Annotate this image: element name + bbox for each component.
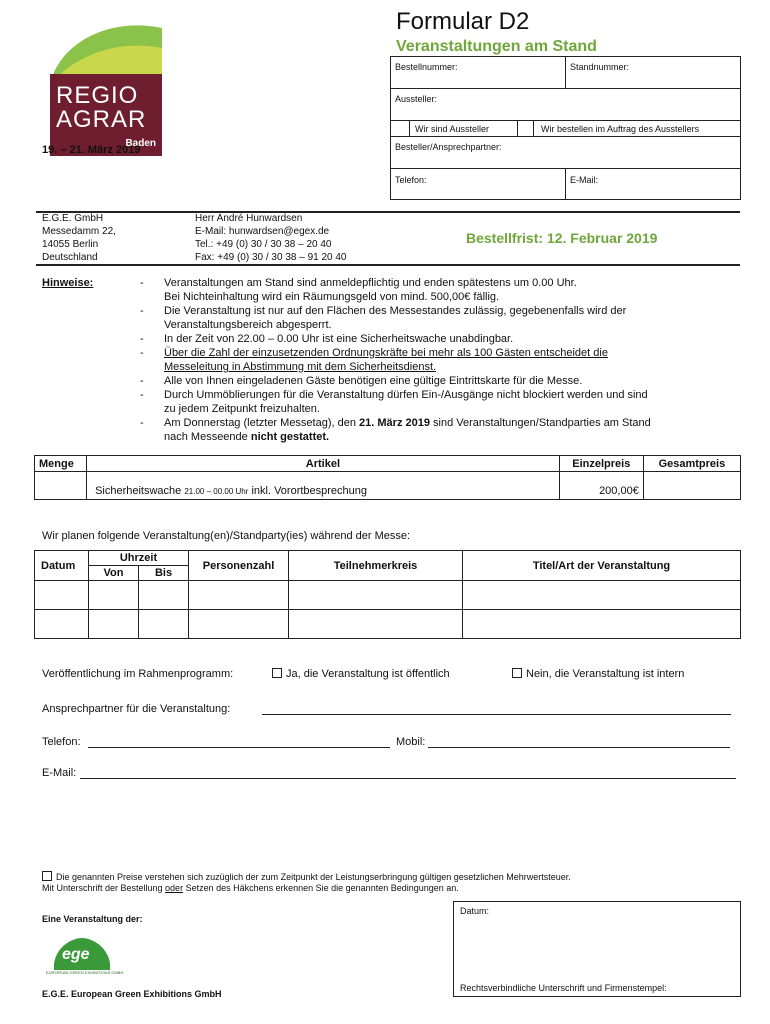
checkbox-icon[interactable] — [272, 668, 282, 678]
col-persons: Personenzahl — [189, 551, 289, 581]
contact-fax: Fax: +49 (0) 30 / 30 38 – 91 20 40 — [195, 252, 347, 263]
signature-box[interactable] — [453, 901, 741, 997]
col-to: Bis — [139, 566, 189, 581]
logo-text-baden: Baden — [125, 138, 156, 149]
event-contact-label: Ansprechpartner für die Veranstaltung: — [42, 703, 231, 715]
regio-agrar-logo — [50, 22, 162, 149]
col-title: Titel/Art der Veranstaltung — [463, 551, 741, 581]
company-street: Messedamm 22, — [42, 226, 116, 237]
company-city: 14055 Berlin — [42, 239, 99, 250]
company-name: E.G.E. GmbH — [42, 213, 104, 224]
email-field[interactable] — [566, 169, 741, 200]
stand-number-label: Standnummer: — [570, 62, 630, 72]
ege-logo-subtext: EUROPEAN GREEN EXHIBITIONS GMBH — [46, 970, 124, 975]
company-address — [42, 212, 116, 264]
event-phone-label: Telefon: — [42, 736, 81, 748]
logo-text-agrar: AGRAR — [56, 106, 147, 133]
contact-phone: Tel.: +49 (0) 30 / 30 38 – 20 40 — [195, 239, 332, 250]
col-unit-price: Einzelpreis — [559, 456, 643, 472]
stand-number-field[interactable] — [566, 57, 741, 89]
contact-person — [195, 212, 347, 264]
phone-label: Telefon: — [395, 175, 427, 185]
we-are-exhibitor-option[interactable]: Wir sind Aussteller — [415, 124, 490, 134]
table-row[interactable] — [35, 610, 741, 639]
exhibitor-label: Aussteller: — [395, 94, 438, 104]
divider-top — [36, 211, 740, 213]
checkbox-icon[interactable] — [42, 871, 52, 881]
checkbox-icon[interactable] — [512, 668, 522, 678]
event-contact-input[interactable] — [262, 703, 731, 715]
order-info-box — [390, 56, 741, 200]
table-row — [35, 472, 741, 500]
publication-no-option[interactable] — [512, 668, 684, 680]
plan-intro-text: Wir planen folgende Veranstaltung(en)/Standparty(ies) während der Messe: — [42, 530, 411, 542]
order-number-field[interactable] — [391, 57, 566, 89]
event-mobile-label: Mobil: — [396, 736, 426, 748]
event-phone-input[interactable] — [88, 736, 390, 748]
publication-no-label: Nein, die Veranstaltung ist intern — [526, 668, 685, 680]
quantity-input[interactable] — [35, 472, 87, 500]
tax-note: Die genannten Preise verstehen sich zuzüglich der zum Zeitpunkt der Leistungserbringung gültigen gesetzlichen Mehrwertsteuer. — [42, 871, 742, 882]
events-table — [34, 550, 741, 639]
email-label: E-Mail: — [570, 175, 599, 185]
total-price-input[interactable] — [643, 472, 740, 500]
signature-label: Rechtsverbindliche Unterschrift und Firmenstempel: — [460, 983, 667, 993]
order-number-label: Bestellnummer: — [395, 62, 458, 72]
form-title: Formular D2 — [396, 8, 530, 35]
company-country: Deutschland — [42, 252, 98, 263]
order-table — [34, 455, 741, 500]
orderer-contact-field[interactable] — [391, 137, 741, 169]
contact-name: Herr André Hunwardsen — [195, 213, 303, 224]
order-deadline: Bestellfrist: 12. Februar 2019 — [466, 230, 658, 246]
exhibitor-field[interactable] — [391, 89, 741, 121]
publication-label: Veröffentlichung im Rahmenprogramm: — [42, 668, 234, 680]
event-email-label: E-Mail: — [42, 767, 77, 779]
organizer-label: Eine Veranstaltung der: — [42, 914, 143, 924]
col-total-price: Gesamtpreis — [643, 456, 740, 472]
exhibitor-type-row — [391, 121, 741, 137]
publication-yes-option[interactable] — [272, 668, 450, 680]
event-date: 19. – 21. März 2019 — [42, 144, 141, 156]
signature-note: Mit Unterschrift der Bestellung oder Setzen des Häkchens erkennen Sie die genannten Bedingungen an. — [42, 883, 459, 893]
divider-bottom — [36, 264, 740, 266]
col-date: Datum — [35, 551, 89, 581]
col-quantity: Menge — [35, 456, 87, 472]
ege-logo — [46, 936, 124, 980]
unit-price-cell: 200,00€ — [559, 472, 643, 500]
col-time: Uhrzeit — [89, 551, 189, 566]
contact-email[interactable]: E-Mail: hunwardsen@egex.de — [195, 226, 330, 237]
phone-field[interactable] — [391, 169, 566, 200]
orderer-contact-label: Besteller/Ansprechpartner: — [395, 142, 502, 152]
col-from: Von — [89, 566, 139, 581]
publication-yes-label: Ja, die Veranstaltung ist öffentlich — [286, 668, 450, 680]
order-on-behalf-option[interactable]: Wir bestellen im Auftrag des Ausstellers — [541, 124, 700, 134]
logo-text-regio: REGIO — [56, 82, 139, 109]
ege-logo-text: ege — [62, 946, 90, 963]
table-row[interactable] — [35, 581, 741, 610]
col-article: Artikel — [87, 456, 560, 472]
event-mobile-input[interactable] — [428, 736, 730, 748]
event-email-input[interactable] — [80, 767, 736, 779]
organizer-name: E.G.E. European Green Exhibitions GmbH — [42, 989, 222, 999]
hints-label: Hinweise: — [42, 277, 94, 289]
col-participants: Teilnehmerkreis — [289, 551, 463, 581]
signature-date-label: Datum: — [460, 906, 490, 916]
form-subtitle: Veranstaltungen am Stand — [396, 38, 597, 55]
article-cell: Sicherheitswache 21.00 – 00.00 Uhr inkl. Vorortbesprechung — [87, 472, 560, 500]
